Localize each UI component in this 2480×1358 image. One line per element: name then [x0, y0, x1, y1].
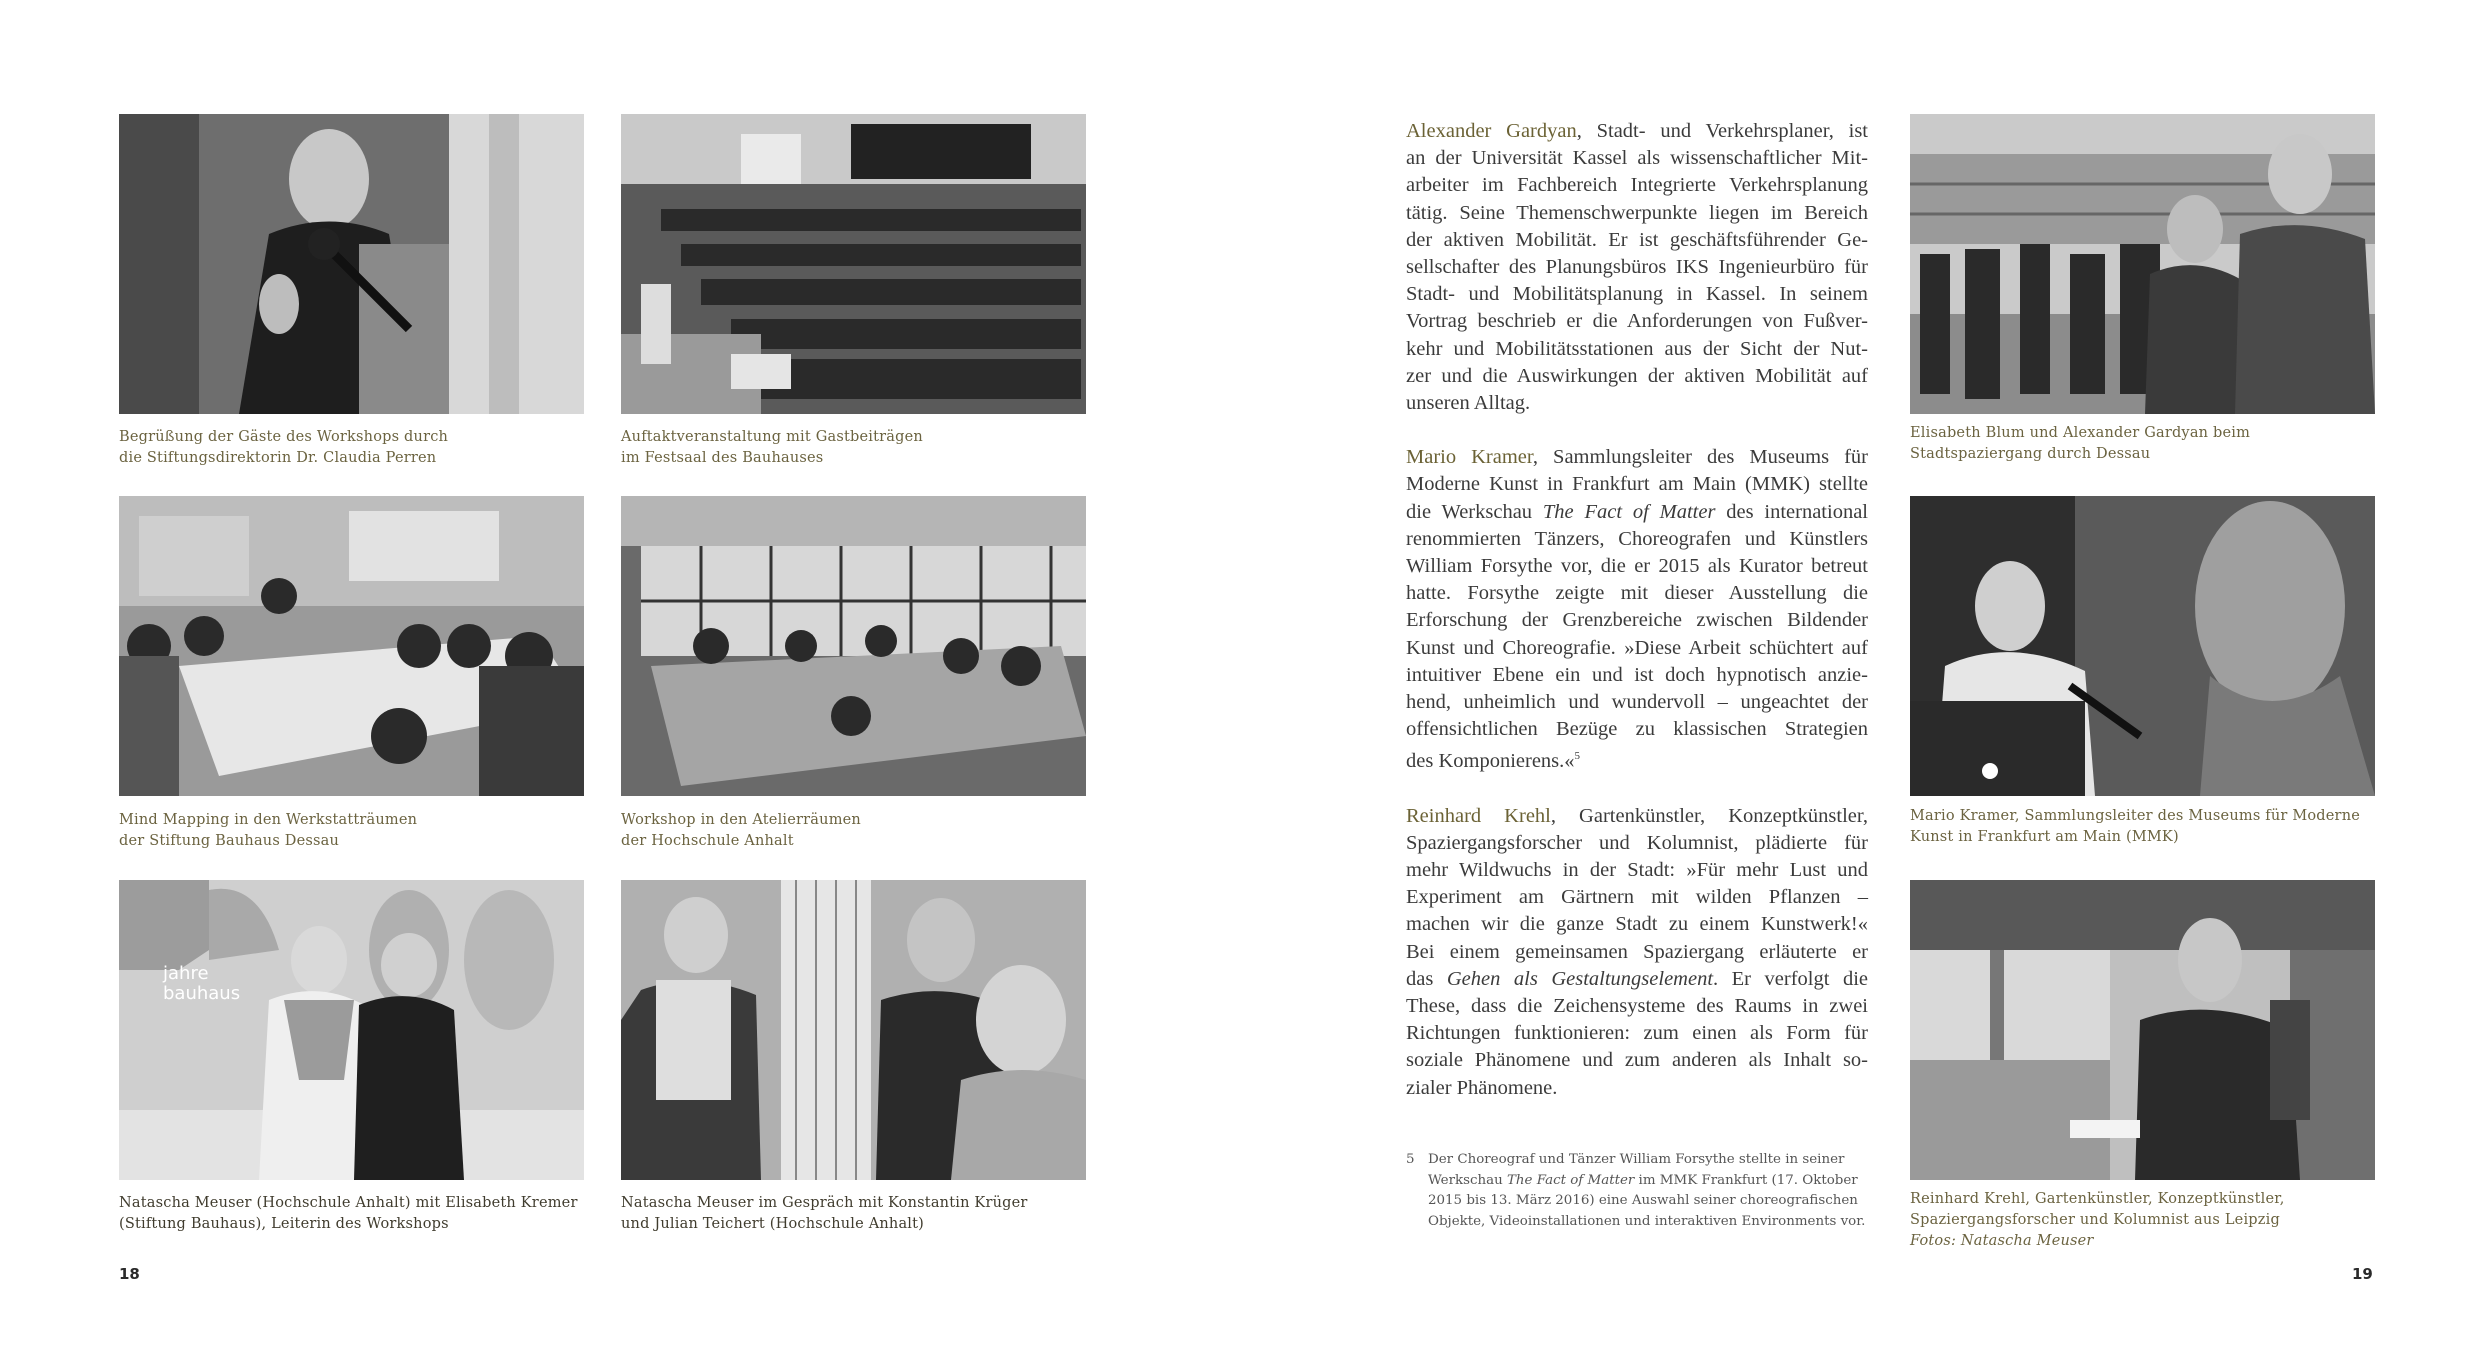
photo-mind-mapping [119, 496, 584, 796]
caption-right-photo-2: Mario Kramer, Sammlungsleiter des Museums für Moderne Kunst in Frankfurt am Main (MMK) [1910, 808, 2361, 845]
footnote-number: 5 [1406, 1152, 1415, 1167]
paragraph-gardyan: Alexander Gardyan, Stadt- und Verkehrsplaner, ist an der Universität Kassel als wissenschaftlicher Mit- arbeiter im Fachbereich Integrierte Verkehrsplanung tätig. Seine Themenschwerpunkte liegen im Bereich der aktiven Mobilität. Er ist geschäftsführender Ge- sellschafter des Planungsbüros IKS Ingenieurbüro für Stadt- und Mobilitätsplanung in Kassel. In seinem Vortrag beschrieb er die Anforderungen von Fußver- kehr und Mobilitätsstationen aus der Sicht der Nut- zer und die Auswirkungen der aktiven Mobilität auf unseren Alltag. [1406, 120, 1868, 415]
photo-conversation-book [621, 880, 1086, 1180]
body-text-column [1406, 118, 1868, 1129]
photo-auditorium [621, 114, 1086, 414]
caption-photo-2: Auftaktveranstaltung mit Gastbeiträgen im Festsaal des Bauhauses [621, 429, 923, 466]
caption-photo-4: Workshop in den Atelierräumen der Hochschule Anhalt [621, 812, 861, 849]
paragraph-krehl: Reinhard Krehl, Gartenkünstler, Konzeptkünstler, Spaziergangsforscher und Kolumnist, plädierte für mehr Wildwuchs in der Stadt: »Für mehr Lust und Experiment am Gärtnern mit wilden Pflanzen – machen wir die ganze Stadt zu einem Kunstwerk!« Bei einem gemeinsamen Spaziergang erläuterte er das Gehen als Gestaltungselement. Er verfolgt die These, dass die Zeichensysteme des Raums in zwei Richtungen funktionieren: zum einen als Form für soziale Phänomene und zum anderen als Inhalt so- zialer Phänomene. [1406, 804, 1869, 1099]
photo-kramer-lecture [1910, 496, 2375, 796]
photo-city-walk [1910, 114, 2375, 414]
photo-sign-text: jahre bauhaus [163, 963, 241, 1004]
photo-krehl-walk [1910, 880, 2375, 1180]
page-number-right: 19 [2352, 1265, 2373, 1283]
person-name: Reinhard Krehl [1406, 804, 1551, 827]
caption-photo-3: Mind Mapping in den Werkstatträumen der Stiftung Bauhaus Dessau [119, 812, 418, 849]
caption-right-photo-1: Elisabeth Blum und Alexander Gardyan beim Stadtspaziergang durch Dessau [1910, 425, 2251, 462]
footnote-reference[interactable]: 5 [1574, 750, 1581, 763]
caption-right-photo-3: Reinhard Krehl, Gartenkünstler, Konzeptkünstler, Spaziergangsforscher und Kolumnist aus Leipzig Fotos: Natascha Meuser [1910, 1189, 2285, 1252]
paragraph-kramer: Mario Kramer, Sammlungsleiter des Museums für Moderne Kunst in Frankfurt am Main (MMK) stellte die Werkschau The Fact of Matter des international renommierten Tänzers, Choreografen und Künstlers William Forsythe vor, die er 2015 als Kurator betreut hatte. Forsythe zeigte mit dieser Ausstellung die Erforschung der Grenzbereiche zwischen Bildender Kunst und Choreografie. »Diese Arbeit schüchtert auf intuitiver Ebene ein und ist doch hypnotisch anzie- hend, unheimlich und wundervoll – ungeachtet der offensichtlichen Bezüge zu klassischen Strategien des Komponierens.«$^5$ [1406, 446, 1868, 773]
photo-credit: Fotos: Natascha Meuser [1910, 1233, 2094, 1249]
person-name: Alexander Gardyan [1406, 120, 1577, 142]
photo-atelier-workshop [621, 496, 1086, 796]
caption-photo-5: Natascha Meuser (Hochschule Anhalt) mit Elisabeth Kremer (Stiftung Bauhaus), Leiterin des Workshops [119, 1195, 578, 1232]
caption-photo-6: Natascha Meuser im Gespräch mit Konstantin Krüger und Julian Teichert (Hochschule Anhalt) [621, 1195, 1028, 1232]
footnote: 5 Der Choreograf und Tänzer William Forsythe stellte in seiner Werkschau The Fact of Matter im MMK Frankfurt (17. Oktober 2015 bis 13. März 2016) eine Auswahl seiner choreografischen Objekte, Videoinstallationen und interaktiven Environments vor. [1406, 1152, 1866, 1229]
person-name: Mario Kramer [1406, 446, 1533, 469]
photo-speaker-welcome [119, 114, 584, 414]
page-number-left: 18 [119, 1265, 140, 1283]
photo-two-women-bauhaus [119, 880, 584, 1180]
caption-photo-1: Begrüßung der Gäste des Workshops durch die Stiftungsdirektorin Dr. Claudia Perren [119, 429, 449, 466]
